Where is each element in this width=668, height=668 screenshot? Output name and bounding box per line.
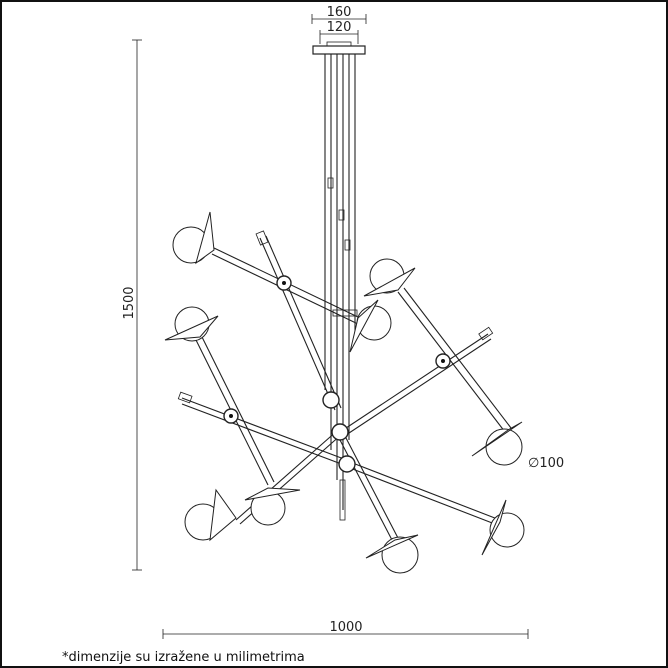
globes bbox=[165, 212, 524, 573]
globe-right-mid bbox=[472, 422, 522, 465]
canopy-inner-dimension: 120 bbox=[326, 20, 352, 35]
height-dimension bbox=[122, 40, 142, 570]
canopy-dimensions bbox=[312, 5, 366, 44]
globe-lower-left bbox=[185, 490, 236, 540]
globe-lower-left-inner bbox=[245, 488, 300, 525]
globe-left-mid bbox=[165, 307, 218, 341]
globe-diameter-label: ∅100 bbox=[528, 456, 565, 471]
globe-lower-right bbox=[482, 500, 524, 555]
canopy-outer-dimension: 160 bbox=[326, 5, 352, 20]
globe-center-upper bbox=[350, 300, 391, 352]
units-note: *dimenzije su izražene u milimetrima bbox=[62, 650, 305, 665]
globe-upper-left bbox=[173, 212, 214, 263]
globe-upper-right bbox=[364, 259, 415, 296]
height-dimension-label: 1500 bbox=[122, 286, 137, 320]
ceiling-canopy bbox=[313, 42, 365, 54]
width-dimension bbox=[163, 620, 528, 639]
width-dimension-label: 1000 bbox=[329, 620, 363, 635]
globe-bottom-center bbox=[366, 535, 418, 573]
